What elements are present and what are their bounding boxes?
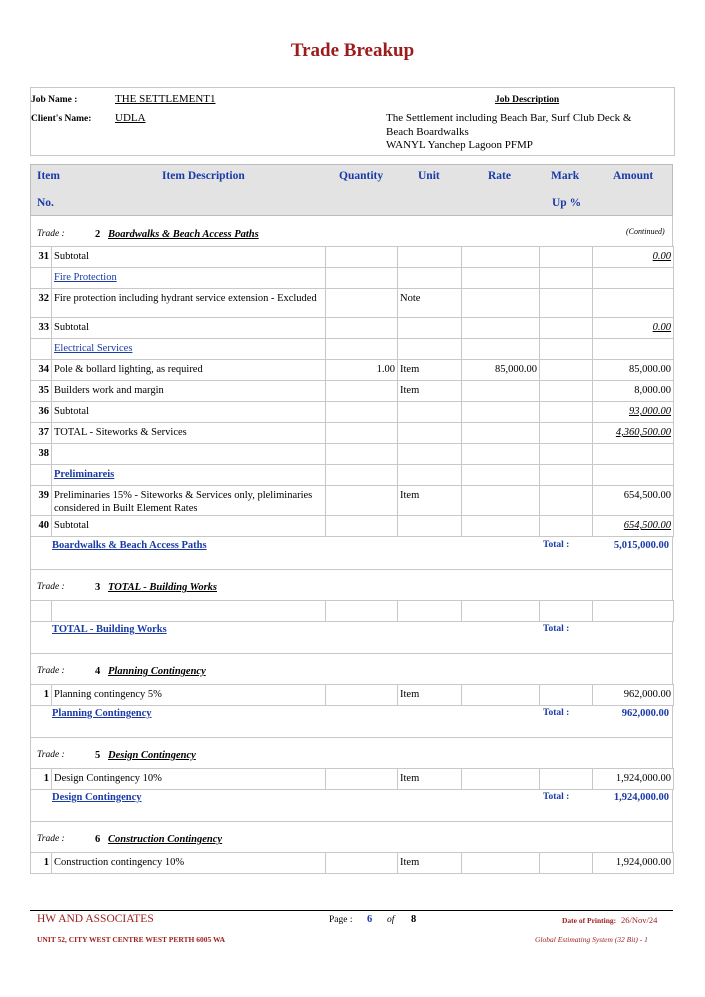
total-label: Total : (543, 624, 570, 634)
amount: 0.00 (652, 251, 671, 262)
print-date: 26/Nov/24 (621, 915, 658, 925)
table-row (31, 769, 674, 790)
trade-total-row (30, 789, 673, 822)
trade-total-name: Design Contingency (52, 792, 142, 803)
item-description: Planning contingency 5% (52, 685, 326, 706)
footer-address: UNIT 52, CITY WEST CENTRE WEST PERTH 6005 WA (37, 935, 226, 944)
job-description (386, 112, 631, 153)
col-markup-pct: Up % (552, 197, 582, 209)
unit: Item (398, 486, 462, 516)
rate: 85,000.00 (462, 360, 540, 381)
item-description: TOTAL - Siteworks & Services (52, 423, 326, 444)
amount: 4,360,500.00 (615, 427, 671, 438)
continued-note: (Continued) (626, 227, 665, 236)
trade-total-name: TOTAL - Building Works (52, 624, 167, 635)
table-row (31, 318, 674, 339)
table-row (31, 423, 674, 444)
job-name-value: THE SETTLEMENT1 (115, 93, 216, 105)
unit: Item (398, 685, 462, 706)
table-row (31, 853, 674, 874)
item-no: 35 (31, 381, 52, 402)
section-heading: Preliminareis (54, 469, 115, 480)
item-description: Construction contingency 10% (52, 853, 326, 874)
item-no: 36 (31, 402, 52, 423)
footer-company: HW AND ASSOCIATES (37, 913, 154, 925)
col-description: Item Description (162, 170, 245, 182)
table-row (31, 381, 674, 402)
amount: 93,000.00 (629, 406, 671, 417)
item-description: Fire protection including hydrant service extension - Excluded (52, 289, 326, 318)
item-no: 39 (31, 486, 52, 516)
amount: 962,000.00 (593, 685, 674, 706)
col-item-no: No. (37, 197, 54, 209)
table-row (31, 516, 674, 537)
unit: Item (398, 769, 462, 790)
item-description: Preliminaries 15% - Siteworks & Services only, pleliminaries considered in Built Element Rates (52, 486, 326, 516)
page-count: 8 (411, 914, 417, 925)
table-row (31, 486, 674, 516)
job-description-line: The Settlement including Beach Bar, Surf Club Deck & (386, 112, 632, 124)
job-description-line: Beach Boardwalks (386, 125, 469, 138)
table-row (31, 289, 674, 318)
trade-4-table (30, 684, 674, 706)
trade-total-row (30, 537, 673, 570)
trade-5-table (30, 768, 674, 790)
trade-total-value: 5,015,000.00 (613, 540, 669, 551)
column-header-bar (30, 164, 673, 216)
item-description: Subtotal (52, 247, 326, 268)
item-no: 1 (31, 853, 52, 874)
amount: 654,500.00 (623, 520, 671, 531)
trade-name: Construction Contingency (108, 834, 223, 845)
trade-label: Trade : (37, 666, 65, 676)
trade-number: 6 (95, 834, 101, 845)
unit: Note (398, 289, 462, 318)
table-row (31, 601, 674, 622)
quantity: 1.00 (326, 360, 398, 381)
col-rate: Rate (488, 170, 511, 182)
markup (540, 247, 593, 268)
job-description-line: WANYL Yanchep Lagoon PFMP (386, 139, 533, 151)
trade-label: Trade : (37, 229, 65, 239)
item-no: 40 (31, 516, 52, 537)
trade-number: 4 (95, 666, 101, 677)
trade-total-value: 1,924,000.00 (613, 792, 669, 803)
trade-label: Trade : (37, 834, 65, 844)
item-description: Pole & bollard lighting, as required (52, 360, 326, 381)
col-unit: Unit (418, 170, 440, 182)
item-no: 33 (31, 318, 52, 339)
item-no: 31 (31, 247, 52, 268)
trade-total-name: Boardwalks & Beach Access Paths (52, 540, 207, 551)
table-row (31, 402, 674, 423)
item-description: Builders work and margin (52, 381, 326, 402)
footer-divider (30, 910, 673, 911)
trade-label: Trade : (37, 582, 65, 592)
amount: 8,000.00 (593, 381, 674, 402)
amount: 1,924,000.00 (593, 853, 674, 874)
section-heading: Fire Protection (54, 272, 117, 283)
client-name-label: Client's Name: (31, 114, 92, 124)
unit (398, 247, 462, 268)
date-label: Date of Printing: (562, 916, 617, 925)
total-label: Total : (543, 708, 570, 718)
page-number: 6 (367, 914, 373, 925)
trade-2-table (30, 246, 674, 537)
item-no: 1 (31, 769, 52, 790)
item-no: 32 (31, 289, 52, 318)
table-row (31, 339, 674, 360)
page-title: Trade Breakup (290, 40, 415, 61)
table-row (31, 465, 674, 486)
table-row (31, 247, 674, 268)
trade-name: Boardwalks & Beach Access Paths (108, 229, 259, 240)
job-name-label: Job Name : (31, 95, 78, 105)
trade-label: Trade : (37, 750, 65, 760)
total-label: Total : (543, 540, 570, 550)
quantity (326, 247, 398, 268)
unit: Item (398, 381, 462, 402)
amount: 85,000.00 (593, 360, 674, 381)
trade-6-table (30, 852, 674, 874)
page-label: Page : (329, 915, 353, 925)
trade-3-table (30, 600, 674, 622)
trade-number: 2 (95, 229, 101, 240)
table-row (31, 360, 674, 381)
item-description: Subtotal (52, 516, 326, 537)
of-label: of (387, 915, 395, 925)
table-row (31, 685, 674, 706)
col-amount: Amount (613, 170, 654, 182)
trade-number: 5 (95, 750, 101, 761)
client-name-value: UDLA (115, 112, 146, 124)
trade-name: Planning Contingency (108, 666, 206, 677)
item-no: 34 (31, 360, 52, 381)
item-no: 1 (31, 685, 52, 706)
trade-name: TOTAL - Building Works (108, 582, 218, 593)
table-row (31, 268, 674, 289)
section-heading: Electrical Services (54, 343, 133, 354)
trade-number: 3 (95, 582, 101, 593)
amount: 0.00 (652, 322, 671, 333)
trade-total-row (30, 621, 673, 654)
unit: Item (398, 360, 462, 381)
rate (462, 247, 540, 268)
amount: 1,924,000.00 (593, 769, 674, 790)
item-description: Design Contingency 10% (52, 769, 326, 790)
trade-total-value: 962,000.00 (621, 708, 669, 719)
job-description-label: Job Description (495, 95, 560, 105)
item-no: 37 (31, 423, 52, 444)
trade-name: Design Contingency (108, 750, 196, 761)
trade-total-name: Planning Contingency (52, 708, 152, 719)
item-description: Subtotal (52, 318, 326, 339)
col-markup: Mark (551, 170, 580, 182)
col-quantity: Quantity (339, 170, 384, 182)
table-row (31, 444, 674, 465)
item-no: 38 (31, 444, 52, 465)
trade-total-row (30, 705, 673, 738)
item-description: Subtotal (52, 402, 326, 423)
amount: 654,500.00 (593, 486, 674, 516)
unit: Item (398, 853, 462, 874)
footer-system: Global Estimating System (32 Bit) - 1 (535, 935, 648, 944)
total-label: Total : (543, 792, 570, 802)
col-item: Item (37, 170, 60, 182)
